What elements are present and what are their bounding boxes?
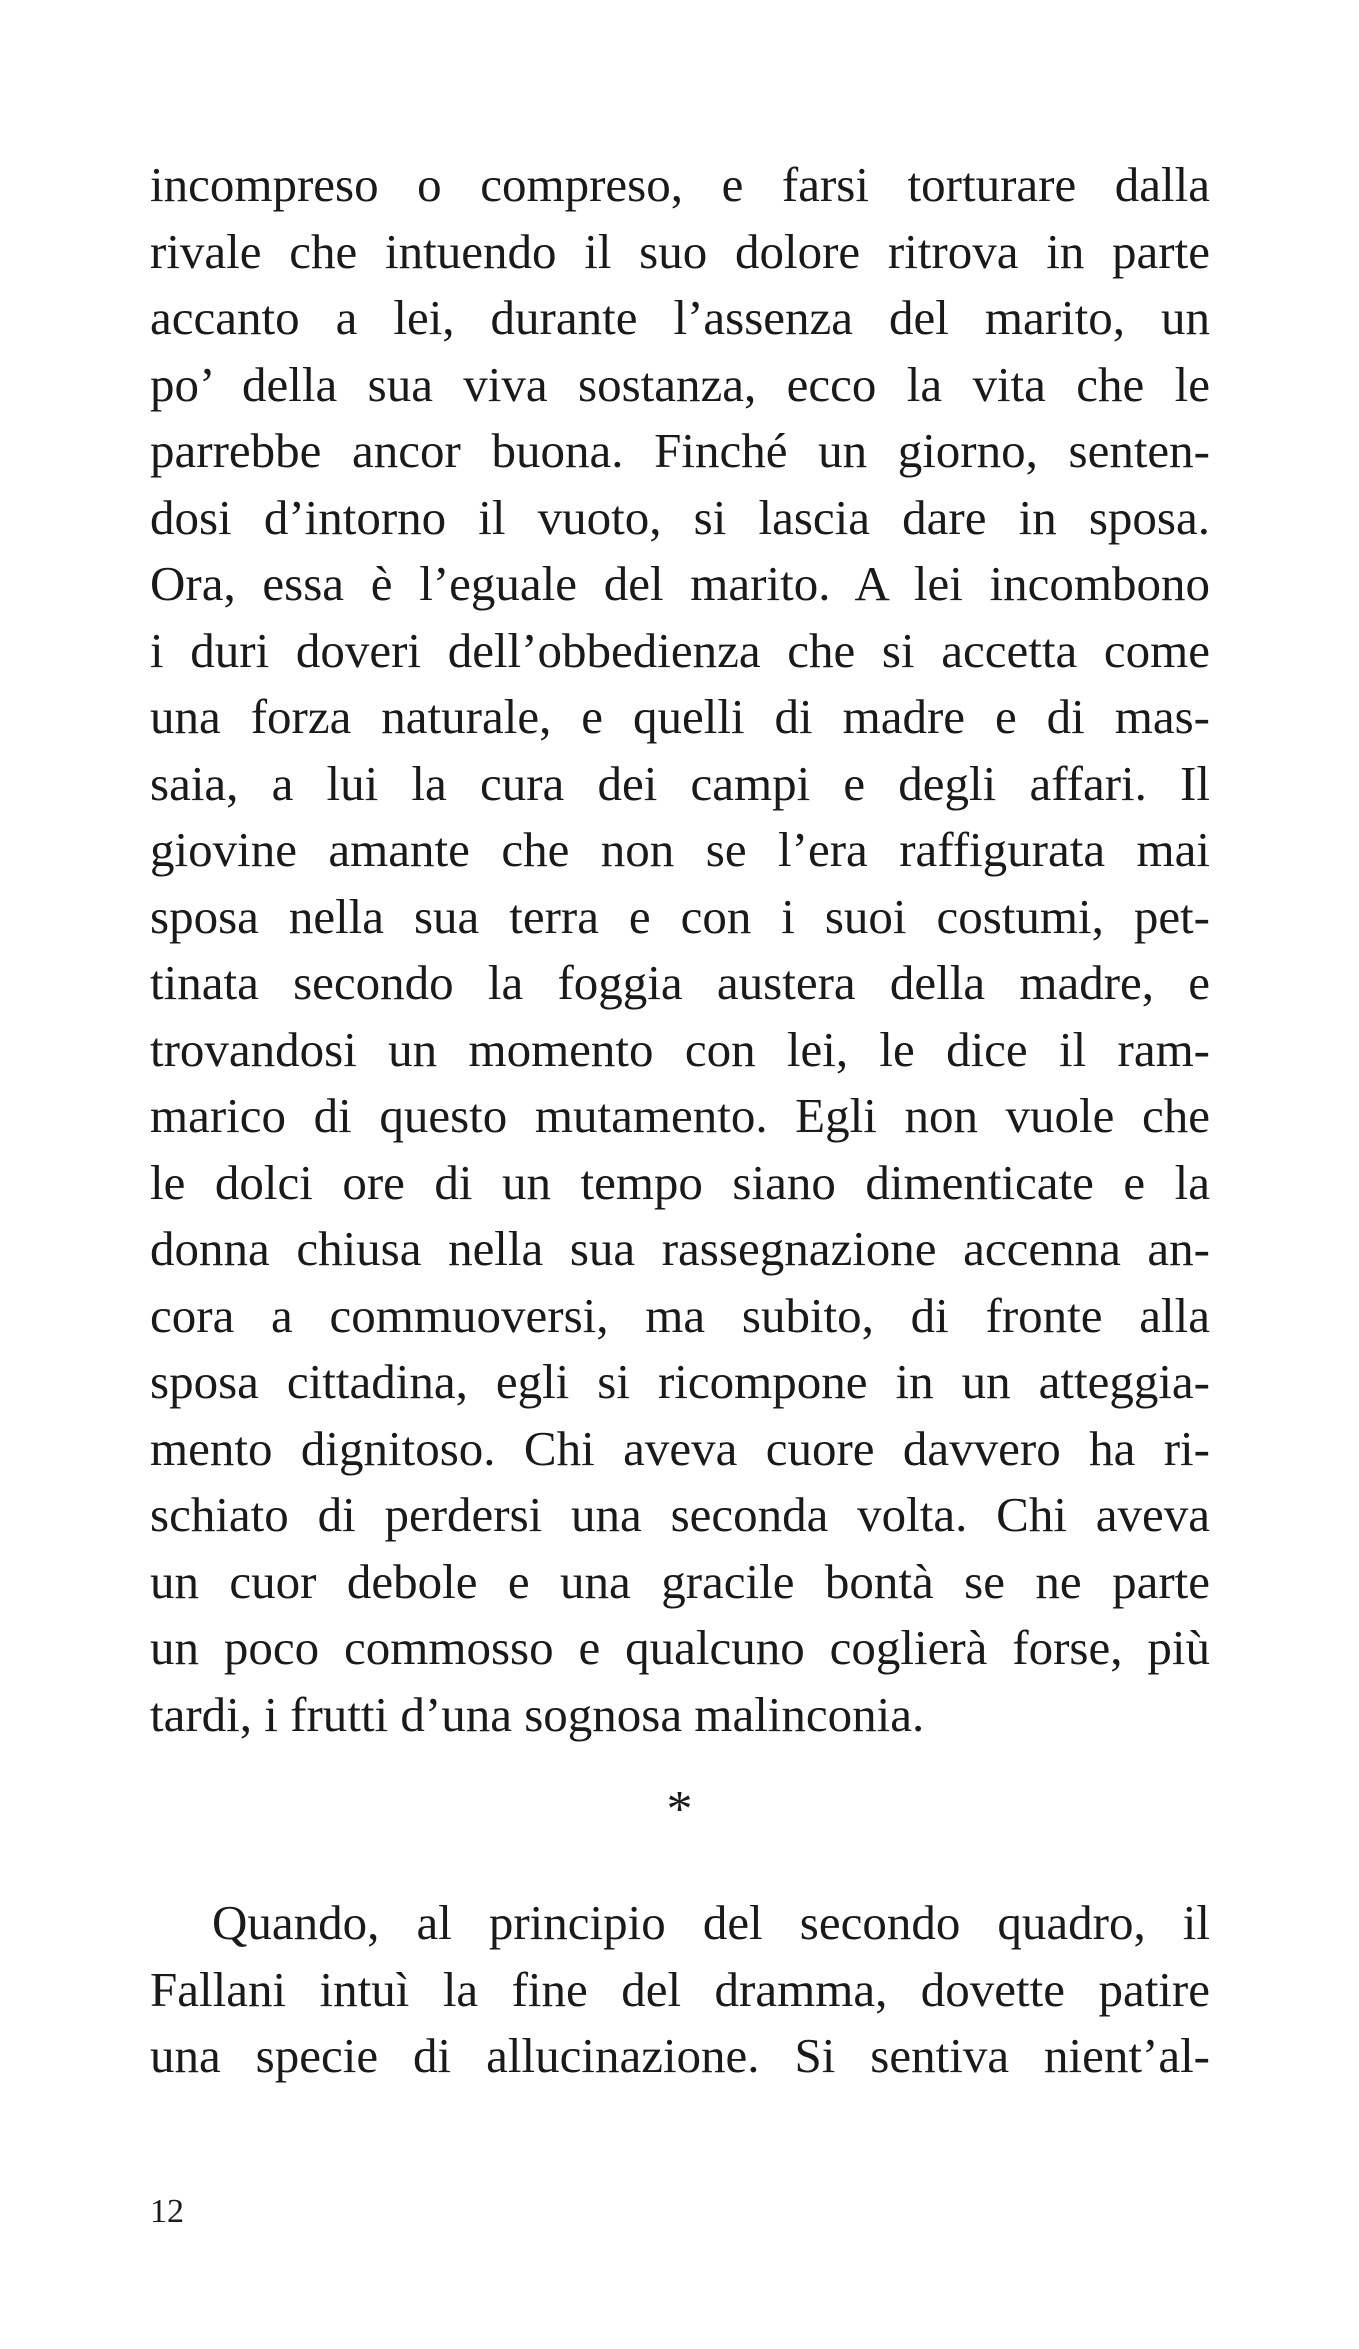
text-line: saia, a lui la cura dei campi e degli affari. Il [150, 755, 1210, 811]
text-line: sposa cittadina, egli si ricompone in un atteggia- [150, 1354, 1210, 1409]
text-line: Ora, essa è l’eguale del marito. A lei incombono [150, 556, 1210, 611]
text-line: Quando, al principio del secondo quadro, il [212, 1895, 1210, 1950]
text-line: rivale che intuendo il suo dolore ritrova in parte [150, 223, 1210, 279]
text-line: tardi, i frutti d’una sognosa malinconia. [150, 1686, 925, 1742]
text-line: un poco commosso e qualcuno coglierà forse, più [150, 1620, 1210, 1675]
text-line: trovandosi un momento con lei, le dice il ram- [150, 1021, 1210, 1077]
text-line: Fallani intuì la fine del dramma, dovette patire [150, 1961, 1210, 2017]
text-line: tinata secondo la foggia austera della madre, e [150, 955, 1210, 1010]
section-separator: * [666, 1781, 693, 1838]
text-line: accanto a lei, durante l’assenza del marito, un [150, 290, 1210, 345]
text-line: un cuor debole e una gracile bontà se ne parte [150, 1553, 1210, 1609]
text-line: i duri doveri dell’obbedienza che si accetta come [150, 622, 1210, 678]
text-line: donna chiusa nella sua rassegnazione accenna an- [150, 1221, 1210, 1276]
text-line: una specie di allucinazione. Si sentiva nient’al- [150, 2028, 1210, 2083]
text-line: schiato di perdersi una seconda volta. Chi aveva [150, 1487, 1210, 1542]
text-line: una forza naturale, e quelli di madre e di mas- [150, 689, 1210, 744]
paragraph-2 [150, 1890, 1210, 2090]
text-line: incompreso o compreso, e farsi torturare dalla [150, 157, 1210, 212]
text-line: parrebbe ancor buona. Finché un giorno, senten- [150, 423, 1210, 478]
text-line: po’ della sua viva sostanza, ecco la vita che le [150, 356, 1210, 412]
text-line: mento dignitoso. Chi aveva cuore davvero ha ri- [150, 1420, 1210, 1476]
text-line: sposa nella sua terra e con i suoi costumi, pet- [150, 888, 1210, 944]
text-line: giovine amante che non se l’era raffigurata mai [150, 822, 1210, 877]
paragraph-1 [150, 152, 1210, 1748]
text-line: le dolci ore di un tempo siano dimenticate e la [150, 1154, 1210, 1210]
text-line: cora a commuoversi, ma subito, di fronte alla [150, 1287, 1210, 1343]
text-line: marico di questo mutamento. Egli non vuole che [150, 1088, 1210, 1143]
text-line: dosi d’intorno il vuoto, si lascia dare in sposa. [150, 489, 1210, 545]
page-number: 12 [150, 2193, 184, 2230]
